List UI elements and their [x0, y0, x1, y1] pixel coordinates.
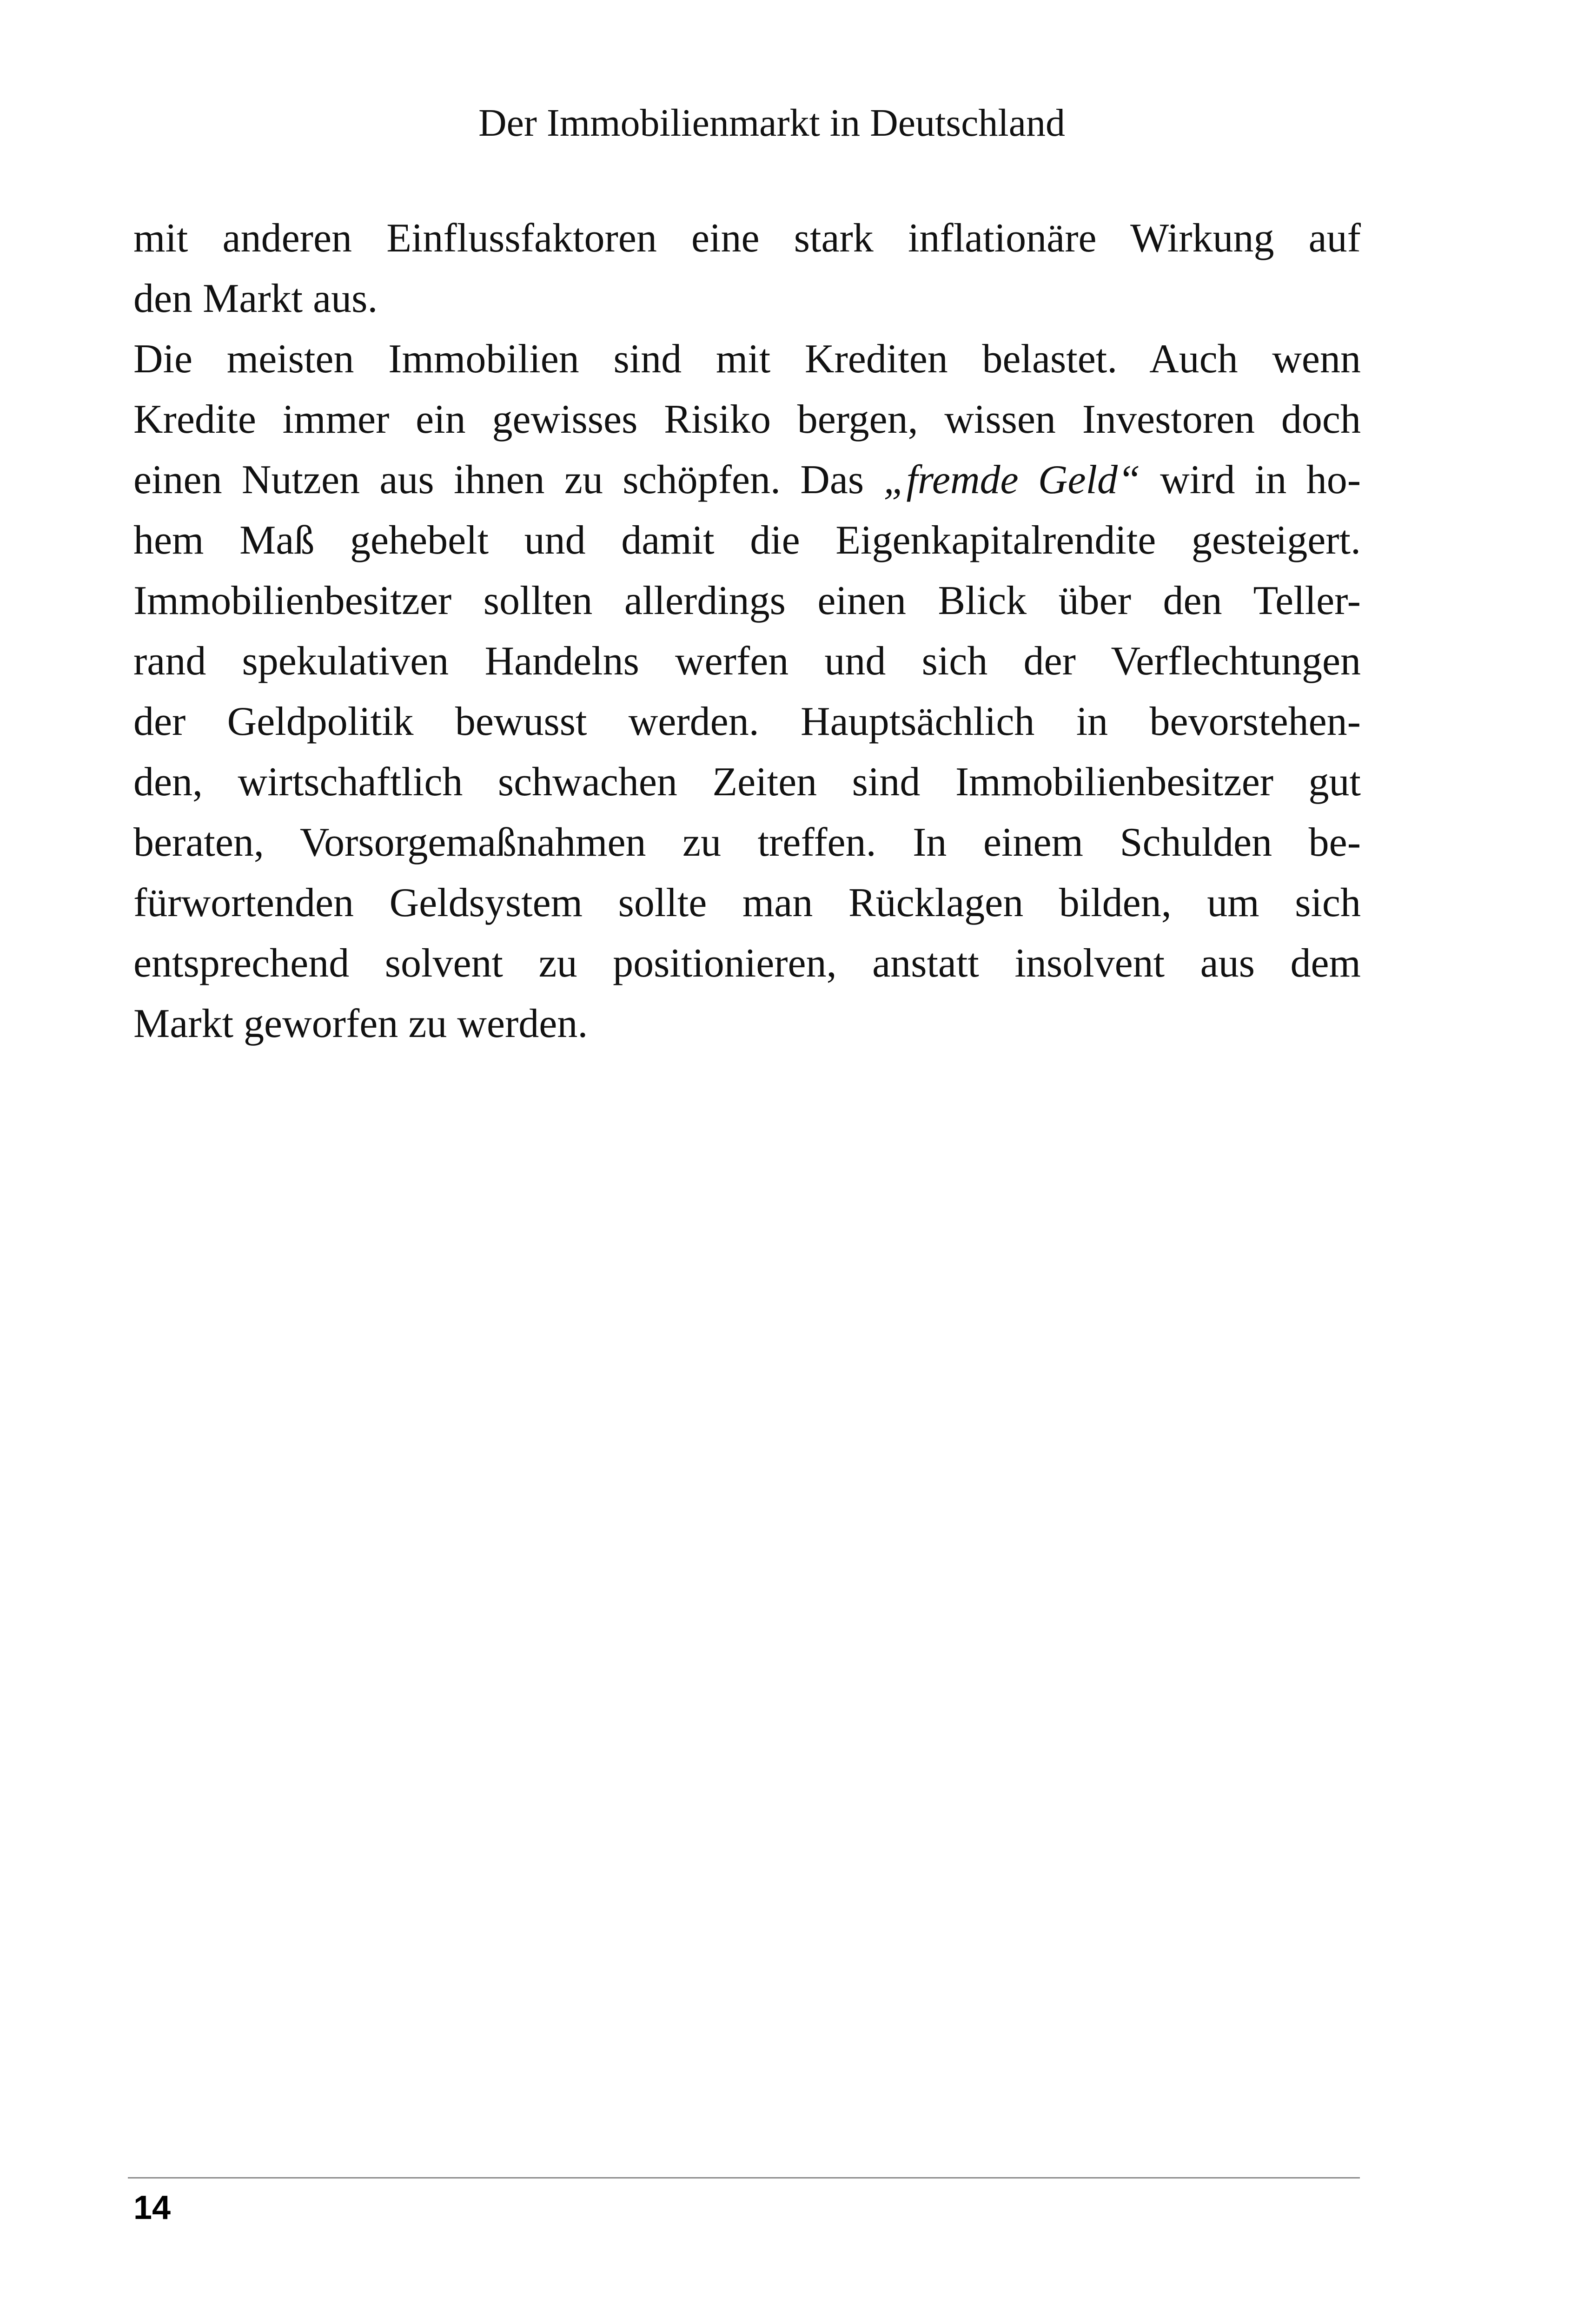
text-line-14: Markt geworfen zu werden. — [133, 1001, 588, 1046]
text-line-3: Die meisten Immobilien sind mit Krediten belastet. Auch wenn — [133, 337, 1361, 382]
footer-divider — [128, 2177, 1360, 2179]
quoted-term-fremde-geld: „fremde Geld“ — [883, 457, 1140, 502]
running-header-title: Der Immobilienmarkt in Deutschland — [478, 101, 1065, 145]
text-line-6: hem Maß gehebelt und damit die Eigenkapitalrendite gesteigert. — [133, 518, 1361, 563]
text-line-10: den, wirtschaftlich schwachen Zeiten sind Immobilienbesitzer gut — [133, 759, 1361, 805]
text-line-5 — [133, 450, 1361, 510]
running-header — [0, 95, 1577, 151]
text-line-13: entsprechend solvent zu positionieren, anstatt insolvent aus dem — [133, 941, 1361, 986]
text-line-4: Kredite immer ein gewisses Risiko bergen, wissen Investoren doch — [133, 397, 1361, 442]
text-line-11: beraten, Vorsorgemaßnahmen zu treffen. In einem Schulden be- — [133, 820, 1361, 865]
text-line-1: mit anderen Einflussfaktoren eine stark inflationäre Wirkung auf — [133, 216, 1361, 261]
text-line-2: den Markt aus. — [133, 276, 378, 321]
text-line-7: Immobilienbesitzer sollten allerdings einen Blick über den Teller- — [133, 578, 1361, 623]
text-line-5-start: einen Nutzen aus ihnen zu schöpfen. Das — [133, 457, 884, 502]
text-line-8: rand spekulativen Handelns werfen und sich der Verflechtungen — [133, 639, 1361, 684]
page-number: 14 — [133, 2189, 171, 2226]
text-line-5-end: wird in ho- — [1140, 457, 1361, 502]
text-line-9: der Geldpolitik bewusst werden. Hauptsächlich in bevorstehen- — [133, 699, 1361, 744]
text-line-12: fürwortenden Geldsystem sollte man Rücklagen bilden, um sich — [133, 880, 1361, 925]
body-text — [133, 208, 1361, 1054]
